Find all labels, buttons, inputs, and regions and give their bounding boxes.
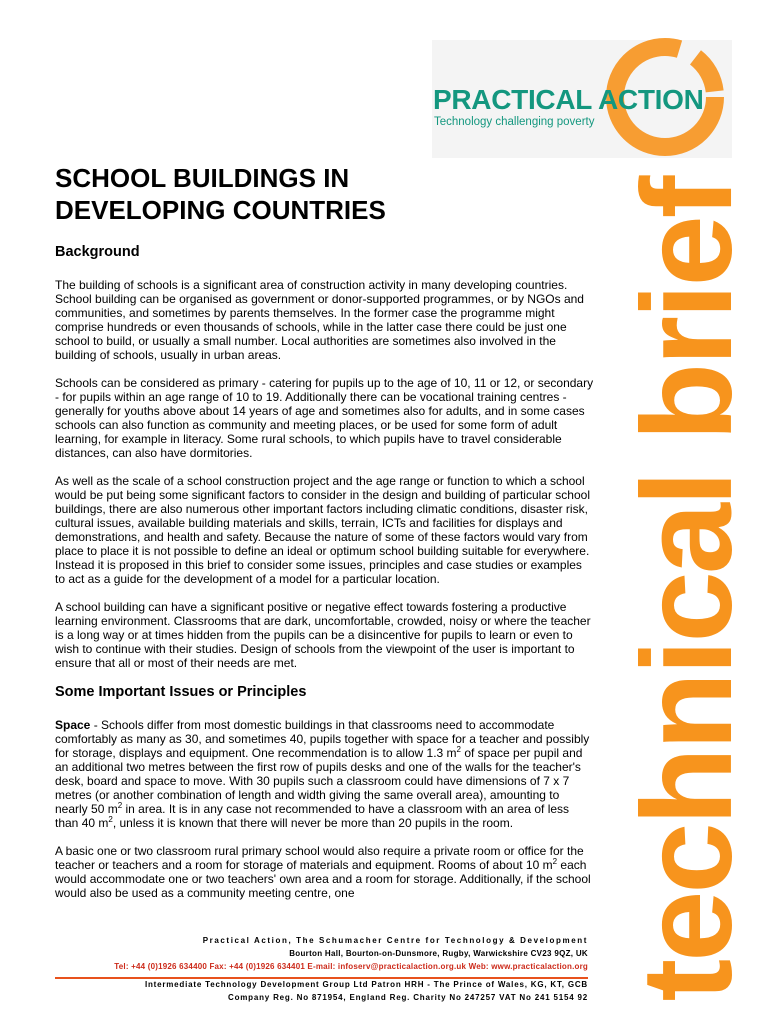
space-text-d: , unless it is known that there will never be more than 20 pupils in the room. [112, 816, 514, 830]
superscript: 2 [117, 801, 123, 810]
superscript: 2 [456, 745, 461, 754]
technical-brief-label: technical brief [616, 178, 759, 1002]
paragraph-1: The building of schools is a significant area of construction activity in many developing countries. School building can be organised as government or donor-supported programmes, or by NGOs and communities, and sometimes by parents themselves. In the former case the programme might comprise hundreds or even thousands of schools, while in the latter case there could be just one school to build, or usually a small number. Local authorities are sometimes also involved in the building of schools, usually in urban areas. [55, 278, 584, 362]
p6-text-a: A basic one or two classroom rural primary school would also require a private room or office for the teacher or teachers and a room for storage of materials and equipment. Rooms of about 10 m [55, 844, 584, 872]
space-label: Space [55, 718, 91, 732]
paragraph-4: A school building can have a significant positive or negative effect towards fostering a productive learning environment. Classrooms that are dark, uncomfortable, crowded, noisy or where the teacher is a long way or at times hidden from the pupils can be a disincentive for pupils to learn or even to wish to continue with their studies. Design of schools from the viewpoint of the user is important to ensure that all or most of their needs are met. [55, 600, 591, 670]
footer-line-1: Practical Action, The Schumacher Centre for Technology & Development [202, 936, 588, 945]
title-line-2: DEVELOPING COUNTRIES [55, 195, 386, 225]
background-heading: Background [55, 244, 140, 260]
title-line-1: SCHOOL BUILDINGS IN [55, 163, 350, 193]
superscript: 2 [552, 857, 558, 866]
superscript: 2 [108, 815, 113, 824]
footer-line-3: Tel: +44 (0)1926 634400 Fax: +44 (0)1926 634401 E-mail: infoserv@practicalaction.org.uk Web: www.practicalaction.org [114, 962, 588, 971]
paragraph-6 [55, 844, 595, 900]
paragraph-2: Schools can be considered as primary - catering for pupils up to the age of 10, 11 or 12, or secondary - for pupils within an age range of 10 to 19. Additionally there can be vocational training centres - generally for youths above about 14 years of age and sometimes also for adults, and in some cases schools can also function as community and meeting places, or be used for some form of adult learning, for example in literacy. Some rural schools, to which pupils have to travel considerable distances, can also have dormitories. [55, 376, 594, 460]
p6-text-b: each would accommodate one or two teachers' own area and a room for storage. Additionally, if the school would also be used as a community meeting centre, one [55, 858, 591, 900]
paragraph-3: As well as the scale of a school construction project and the age range or function to which a school would be put being some significant factors to consider in the design and building of particular school buildings, there are also numerous other important factors including climatic conditions, disaster risk, cultural issues, available building materials and skills, terrain, ICTs and facilities for displays and demonstrations, and health and safety. Because the nature of some of these factors would vary from place to place it is not possible to define an ideal or optimum school building suitable for everywhere. Instead it is proposed in this brief to consider some issues, principles and case studies or examples to act as a guide for the development of a model for a particular location. [55, 474, 590, 586]
footer-line-2: Bourton Hall, Bourton-on-Dunsmore, Rugby, Warwickshire CV23 9QZ, UK [289, 949, 588, 958]
footer-line-4: Intermediate Technology Development Group Ltd Patron HRH - The Prince of Wales, KG, KT, GCB [144, 980, 588, 989]
footer [0, 934, 588, 1004]
logo-tagline: Technology challenging poverty [434, 116, 595, 128]
space-text-a: - Schools differ from most domestic buildings in that classrooms need to accommodate comfortably as many as 30, and sometimes 40, pupils together with space for a teacher and possibly for storage, displays and equipment. One recommendation is to allow 1.3 m [55, 718, 590, 760]
footer-divider [55, 977, 588, 979]
space-text-c: in area. It is in any case not recommended to have a classroom with an area of less than 40 m [55, 802, 570, 830]
page-title [55, 162, 595, 226]
document-body [55, 162, 595, 914]
logo-name: PRACTICAL ACTION [433, 84, 704, 115]
paragraph-space [55, 718, 595, 830]
space-text-b: of space per pupil and an additional two metres between the first row of pupils desks and one of the walls for the teacher's desk, board and space to move. With 30 pupils such a classroom could have dimensions of 7 x 7 metres (or another combination of length and width giving the same overall area), amounting to nearly 50 m [55, 746, 583, 816]
issues-heading: Some Important Issues or Principles [55, 684, 307, 700]
footer-line-5: Company Reg. No 871954, England Reg. Charity No 247257 VAT No 241 5154 92 [228, 993, 588, 1002]
